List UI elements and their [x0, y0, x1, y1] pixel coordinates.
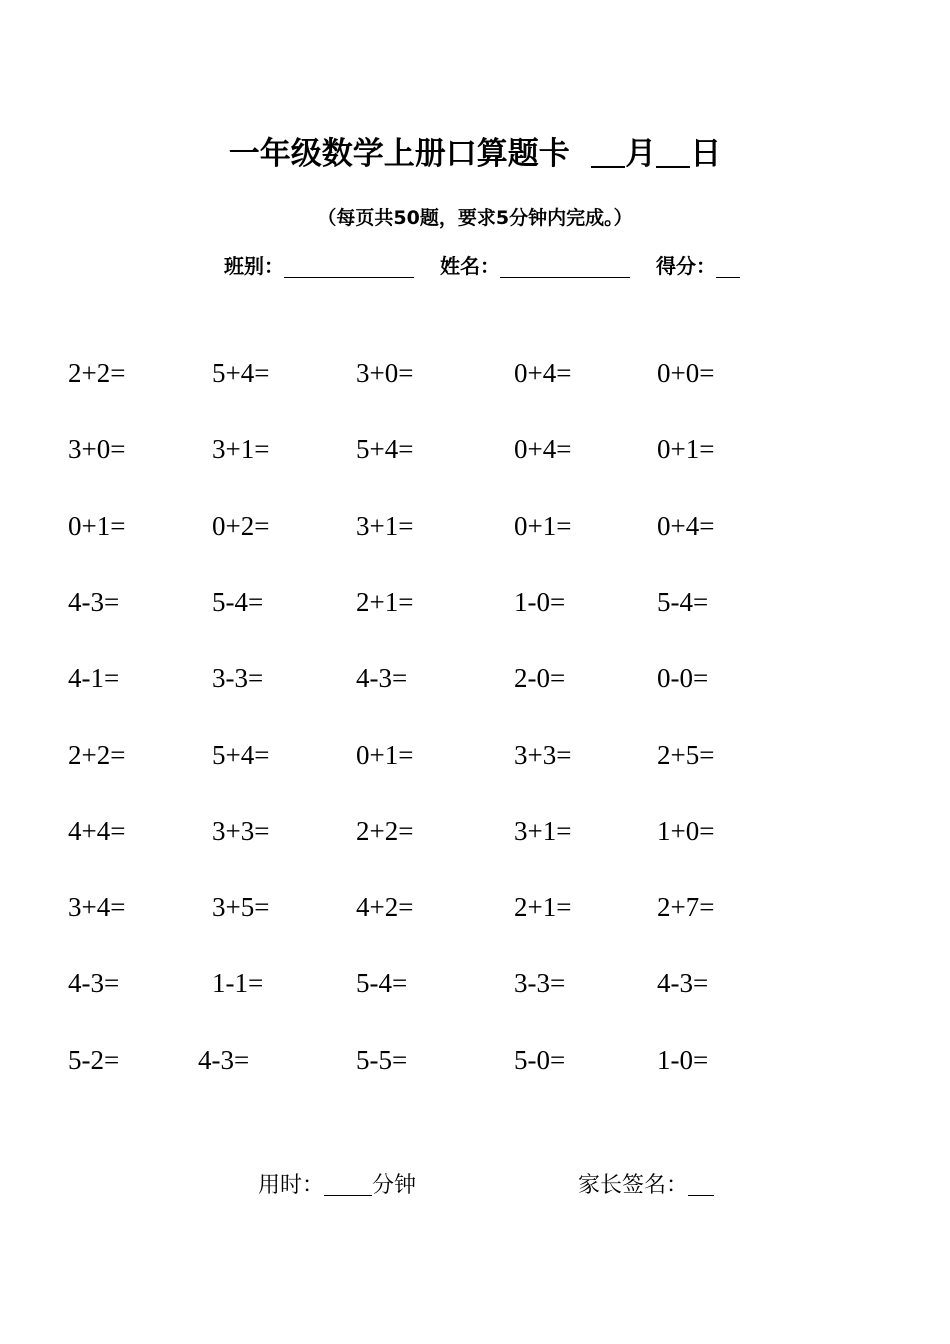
- instructions: （每页共50题，要求5分钟内完成。）: [317, 207, 633, 229]
- problem-item: 3+3=: [514, 740, 572, 770]
- problem-item: 0+1=: [356, 740, 414, 770]
- score-blank[interactable]: [716, 255, 740, 278]
- problem-item: 0+1=: [657, 434, 715, 464]
- problem-item: 3+0=: [68, 434, 126, 464]
- problem-item: 2-0=: [514, 663, 566, 693]
- problem-item: 3+4=: [68, 892, 126, 922]
- problem-item: 2+2=: [68, 358, 126, 388]
- parent-signature-label: 家长签名：: [578, 1173, 689, 1198]
- score-field: [656, 250, 740, 279]
- name-field: [440, 250, 630, 279]
- day-blank[interactable]: [656, 136, 690, 168]
- class-blank[interactable]: [284, 255, 414, 278]
- time-field: [258, 1168, 416, 1199]
- problem-item: 3+0=: [356, 358, 414, 388]
- problem-item: 2+7=: [657, 892, 715, 922]
- problem-item: 3+3=: [212, 816, 270, 846]
- problem-item: 4-3=: [68, 587, 120, 617]
- problem-item: 5+4=: [212, 358, 270, 388]
- problem-item: 0+4=: [657, 511, 715, 541]
- problem-item: 2+2=: [68, 740, 126, 770]
- problem-item: 4-3=: [356, 663, 408, 693]
- time-label: 用时：: [258, 1173, 325, 1198]
- problem-item: 1-1=: [212, 968, 264, 998]
- month-blank[interactable]: [591, 136, 625, 168]
- problem-item: 3+1=: [514, 816, 572, 846]
- problem-item: 4-1=: [68, 663, 120, 693]
- problem-item: 3-3=: [514, 968, 566, 998]
- problem-item: 5-4=: [212, 587, 264, 617]
- day-label: 日: [690, 136, 722, 172]
- problem-item: 4-3=: [198, 1045, 250, 1075]
- problem-item: 1-0=: [514, 587, 566, 617]
- parent-signature-blank[interactable]: [688, 1173, 714, 1196]
- parent-signature-field: [578, 1168, 714, 1199]
- problem-item: 0+0=: [657, 358, 715, 388]
- problem-item: 0+4=: [514, 434, 572, 464]
- name-label: 姓名：: [440, 254, 500, 278]
- problem-item: 5+4=: [356, 434, 414, 464]
- problem-item: 0+4=: [514, 358, 572, 388]
- problem-item: 2+2=: [356, 816, 414, 846]
- problem-item: 2+1=: [514, 892, 572, 922]
- problem-item: 0-0=: [657, 663, 709, 693]
- month-label: 月: [625, 136, 657, 172]
- problem-item: 2+1=: [356, 587, 414, 617]
- class-field: [224, 250, 414, 279]
- problem-item: 5+4=: [212, 740, 270, 770]
- problem-item: 1+0=: [657, 816, 715, 846]
- problem-item: 4-3=: [657, 968, 709, 998]
- time-unit: 分钟: [372, 1173, 417, 1198]
- page-title: [0, 128, 950, 173]
- problem-item: 4+2=: [356, 892, 414, 922]
- problem-item: 2+5=: [657, 740, 715, 770]
- problem-item: 1-0=: [657, 1045, 709, 1075]
- name-blank[interactable]: [500, 255, 630, 278]
- problem-item: 3+5=: [212, 892, 270, 922]
- problem-item: 3+1=: [212, 434, 270, 464]
- problem-item: 5-5=: [356, 1045, 408, 1075]
- problem-item: 5-4=: [356, 968, 408, 998]
- problem-item: 0+1=: [68, 511, 126, 541]
- title-text: 一年级数学上册口算题卡: [228, 136, 570, 172]
- problem-item: 0+2=: [212, 511, 270, 541]
- score-label: 得分：: [656, 254, 716, 278]
- problem-item: 4+4=: [68, 816, 126, 846]
- problem-item: 5-0=: [514, 1045, 566, 1075]
- problem-item: 0+1=: [514, 511, 572, 541]
- problem-item: 3+1=: [356, 511, 414, 541]
- time-blank[interactable]: [324, 1173, 372, 1196]
- problem-item: 3-3=: [212, 663, 264, 693]
- problem-item: 4-3=: [68, 968, 120, 998]
- problem-item: 5-4=: [657, 587, 709, 617]
- problem-item: 5-2=: [68, 1045, 120, 1075]
- class-label: 班别：: [224, 254, 284, 278]
